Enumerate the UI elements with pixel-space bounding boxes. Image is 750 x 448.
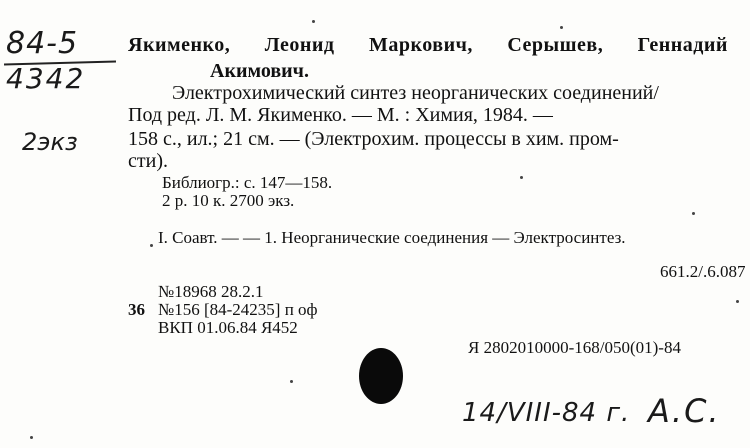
title-line-3: 158 с., ил.; 21 см. — (Электрохим. процессы в хим. пром- (128, 128, 619, 150)
price-and-print-run: 2 р. 10 к. 2700 экз. (162, 191, 295, 210)
scan-speck (30, 436, 33, 439)
order-number-line: №156 [84-24235] п оф (158, 300, 318, 319)
handwritten-call-number-top: 84-5 (6, 26, 79, 61)
author-2-surname: Серышев, (507, 34, 604, 56)
title-line-2: Под ред. Л. М. Якименко. — М. : Химия, 1984. — (128, 104, 553, 126)
bibliography-note: Библиогр.: с. 147—158. (162, 173, 333, 192)
handwritten-copies-note: 2экз (22, 128, 78, 156)
handwritten-initials: А.С. (648, 392, 721, 430)
record-prefix: 36 (128, 300, 145, 319)
scan-speck (520, 176, 523, 179)
handwritten-date: 14/VIII-84 г. (462, 398, 631, 428)
subject-tracing: I. Соавт. — — 1. Неорганические соединения — Электросинтез. (158, 228, 626, 247)
scan-speck (150, 244, 153, 247)
punch-hole (359, 348, 403, 404)
author-1-patronymic: Маркович, (369, 34, 473, 56)
author-1-name: Леонид (264, 34, 335, 56)
scan-speck (692, 212, 695, 215)
scan-speck (312, 20, 315, 23)
author-2-name: Геннадий (637, 34, 728, 56)
udc-code: 661.2/.6.087 (660, 262, 746, 281)
authors-heading (128, 34, 728, 57)
scan-speck (736, 300, 739, 303)
title-line-1: Электрохимический синтез неорганических соединений/ (172, 82, 659, 104)
handwritten-call-number-bottom: 4342 (6, 62, 86, 95)
scan-speck (560, 26, 563, 29)
author-1-surname: Якименко, (128, 34, 231, 56)
book-number-code: Я 2802010000-168/050(01)-84 (468, 338, 681, 357)
scan-speck (290, 380, 293, 383)
vkp-line: ВКП 01.06.84 Я452 (158, 318, 298, 337)
record-number-line: №18968 28.2.1 (158, 282, 264, 301)
title-line-4: сти). (128, 150, 168, 172)
author-2-patronymic: Акимович. (210, 60, 309, 82)
